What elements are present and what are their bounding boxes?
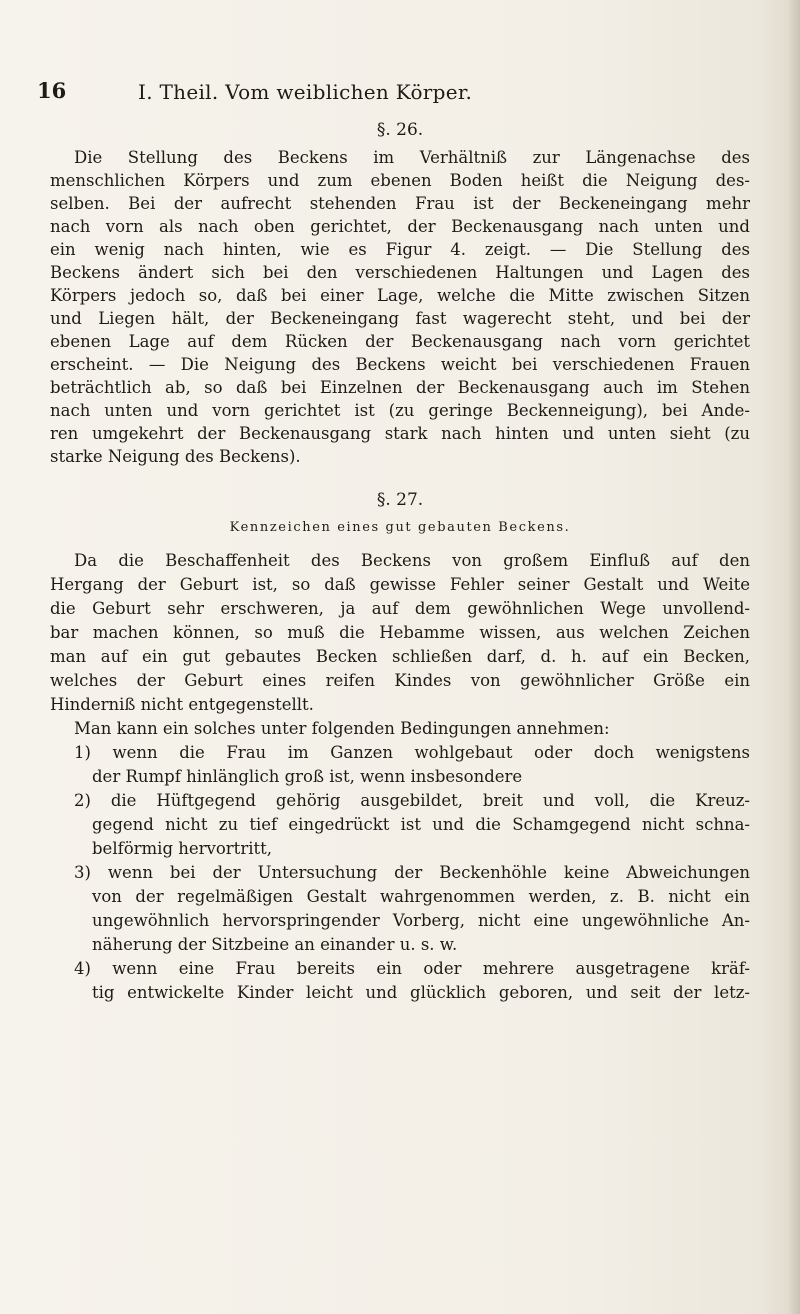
text-line: näherung der Sitzbeine an einander u. s. w. [92, 935, 458, 954]
section-heading-26: §. 26. [376, 120, 424, 140]
section-subheading: Kennzeichen eines gut gebauten Beckens. [229, 520, 571, 535]
list-item-3: 3) wenn bei der Untersuchung der Beckenhöhle keine Abweichungen [74, 863, 750, 882]
list-item-2: 2) die Hüftgegend gehörig ausgebildet, breit und voll, die Kreuz- [74, 791, 750, 810]
section-heading-27: §. 27. [376, 490, 424, 510]
text-line: Hergang der Geburt ist, so daß gewisse Fehler seiner Gestalt und Weite [50, 575, 750, 594]
text-line: gegend nicht zu tief eingedrückt ist und die Schamgegend nicht schna- [92, 815, 750, 834]
text-line: starke Neigung des Beckens). [50, 447, 301, 466]
text-line: selben. Bei der aufrecht stehenden Frau ist der Beckeneingang mehr [50, 194, 750, 213]
text-line: der Rumpf hinlänglich groß ist, wenn insbesondere [92, 767, 523, 786]
text-line: beträchtlich ab, so daß bei Einzelnen der Beckenausgang auch im Stehen [50, 378, 750, 397]
text-line: belförmig hervortritt, [92, 839, 272, 858]
text-line: ren umgekehrt der Beckenausgang stark nach hinten und unten sieht (zu [50, 424, 750, 443]
text-line: nach vorn als nach oben gerichtet, der Beckenausgang nach unten und [50, 217, 750, 236]
running-head: I. Theil. Vom weiblichen Körper. [138, 80, 473, 104]
text-line: Körpers jedoch so, daß bei einer Lage, welche die Mitte zwischen Sitzen [50, 286, 750, 305]
page-header [37, 78, 777, 106]
text-line: und Liegen hält, der Beckeneingang fast wagerecht steht, und bei der [50, 309, 750, 328]
text-line: Hinderniß nicht entgegenstellt. [50, 695, 314, 714]
text-line: die Geburt sehr erschweren, ja auf dem gewöhnlichen Wege unvollend- [50, 599, 750, 618]
text-line: ein wenig nach hinten, wie es Figur 4. zeigt. — Die Stellung des [50, 240, 750, 259]
text-line: von der regelmäßigen Gestalt wahrgenommen werden, z. B. nicht ein [92, 887, 750, 906]
text-line: Man kann ein solches unter folgenden Bedingungen annehmen: [74, 719, 610, 738]
text-line: nach unten und vorn gerichtet ist (zu geringe Beckenneigung), bei Ande- [50, 401, 750, 420]
text-line: ebenen Lage auf dem Rücken der Beckenausgang nach vorn gerichtet [50, 332, 750, 351]
text-line: ungewöhnlich hervorspringender Vorberg, nicht eine ungewöhnliche An- [92, 911, 750, 930]
text-line: Die Stellung des Beckens im Verhältniß zur Längenachse des [74, 148, 750, 167]
list-item-1: 1) wenn die Frau im Ganzen wohlgebaut oder doch wenigstens [74, 743, 750, 762]
text-line: tig entwickelte Kinder leicht und glücklich geboren, und seit der letz- [92, 983, 750, 1002]
page-number: 16 [37, 78, 67, 103]
text-line: menschlichen Körpers und zum ebenen Boden heißt die Neigung des- [50, 171, 750, 190]
page-edge [786, 0, 800, 1314]
list-item-4: 4) wenn eine Frau bereits ein oder mehrere ausgetragene kräf- [74, 959, 750, 978]
text-line: bar machen können, so muß die Hebamme wissen, aus welchen Zeichen [50, 623, 750, 642]
text-line: welches der Geburt eines reifen Kindes von gewöhnlicher Größe ein [50, 671, 750, 690]
text-line: erscheint. — Die Neigung des Beckens weicht bei verschiedenen Frauen [50, 355, 750, 374]
text-line: Beckens ändert sich bei den verschiedenen Haltungen und Lagen des [50, 263, 750, 282]
text-line: Da die Beschaffenheit des Beckens von großem Einfluß auf den [74, 551, 750, 570]
text-line: man auf ein gut gebautes Becken schließen darf, d. h. auf ein Becken, [50, 647, 750, 666]
